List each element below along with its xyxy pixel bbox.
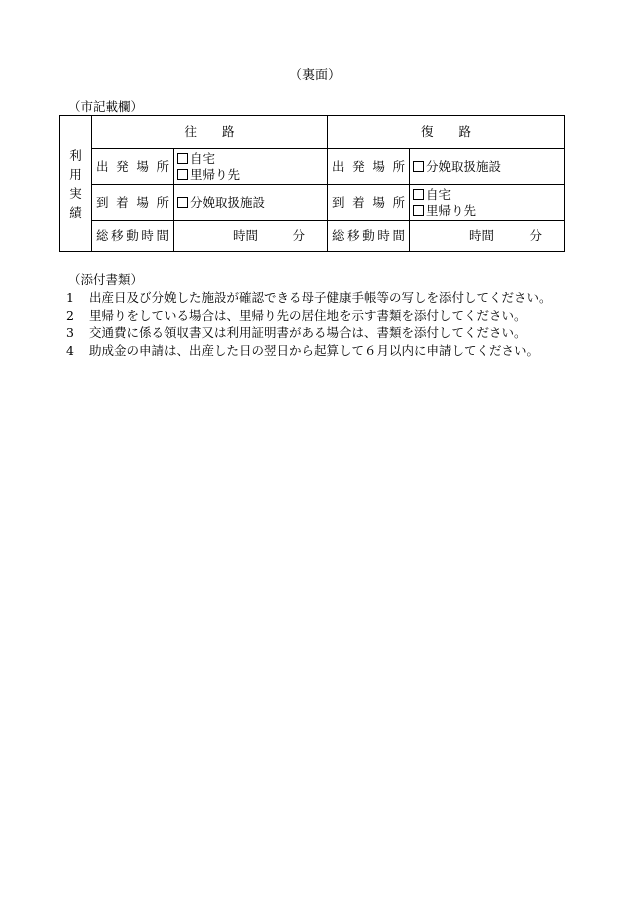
attachments-list xyxy=(66,289,581,359)
attachments-title: （添付書類） xyxy=(68,272,144,287)
usage-record-row-header xyxy=(60,116,92,252)
return-header: 復 路 xyxy=(328,116,565,149)
row-header-char: 利 xyxy=(69,147,82,163)
minutes-unit: 分 xyxy=(529,228,543,243)
return-departure-options xyxy=(410,149,565,185)
outbound-header: 往 路 xyxy=(92,116,328,149)
option-hometown: 里帰り先 xyxy=(177,167,327,183)
city-entry-section-label: （市記載欄） xyxy=(68,99,144,114)
checkbox-icon[interactable] xyxy=(177,197,188,208)
checkbox-icon[interactable] xyxy=(413,161,424,172)
option-home: 自宅 xyxy=(413,187,564,203)
return-arrival-label: 到着場所 xyxy=(328,185,410,221)
list-item: 1 出産日及び分娩した施設が確認できる母子健康手帳等の写しを添付してください。 xyxy=(66,290,552,305)
list-item: 3 交通費に係る領収書又は利用証明書がある場合は、書類を添付してください。 xyxy=(66,325,527,340)
return-total-time-field[interactable] xyxy=(410,221,565,252)
return-total-time-label: 総移動時間 xyxy=(328,221,410,252)
row-header-char: 用 xyxy=(69,166,82,182)
row-header-char: 績 xyxy=(69,204,82,220)
checkbox-icon[interactable] xyxy=(413,189,424,200)
hours-unit: 時間 xyxy=(233,228,259,243)
option-delivery-facility: 分娩取扱施設 xyxy=(413,159,564,175)
checkbox-icon[interactable] xyxy=(413,205,424,216)
checkbox-icon[interactable] xyxy=(177,153,188,164)
return-departure-label: 出発場所 xyxy=(328,149,410,185)
option-hometown: 里帰り先 xyxy=(413,203,564,219)
list-item: 2 里帰りをしている場合は、里帰り先の居住地を示す書類を添付してください。 xyxy=(66,307,527,323)
checkbox-icon[interactable] xyxy=(177,169,188,180)
page-heading: （裏面） xyxy=(288,68,341,83)
usage-record-table xyxy=(59,115,565,252)
option-delivery-facility: 分娩取扱施設 xyxy=(177,195,327,211)
minutes-unit: 分 xyxy=(292,228,306,243)
list-item: 4 助成金の申請は、出産した日の翌日から起算して６月以内に申請してください。 xyxy=(66,342,540,358)
hours-unit: 時間 xyxy=(469,228,495,243)
outbound-arrival-label: 到着場所 xyxy=(92,185,174,221)
return-arrival-options xyxy=(410,185,565,221)
outbound-total-time-field[interactable] xyxy=(174,221,328,252)
row-header-char: 実 xyxy=(69,185,82,201)
outbound-departure-label: 出発場所 xyxy=(92,149,174,185)
outbound-total-time-label: 総移動時間 xyxy=(92,221,174,252)
option-home: 自宅 xyxy=(177,151,327,167)
outbound-departure-options xyxy=(174,149,328,185)
outbound-arrival-options xyxy=(174,185,328,221)
